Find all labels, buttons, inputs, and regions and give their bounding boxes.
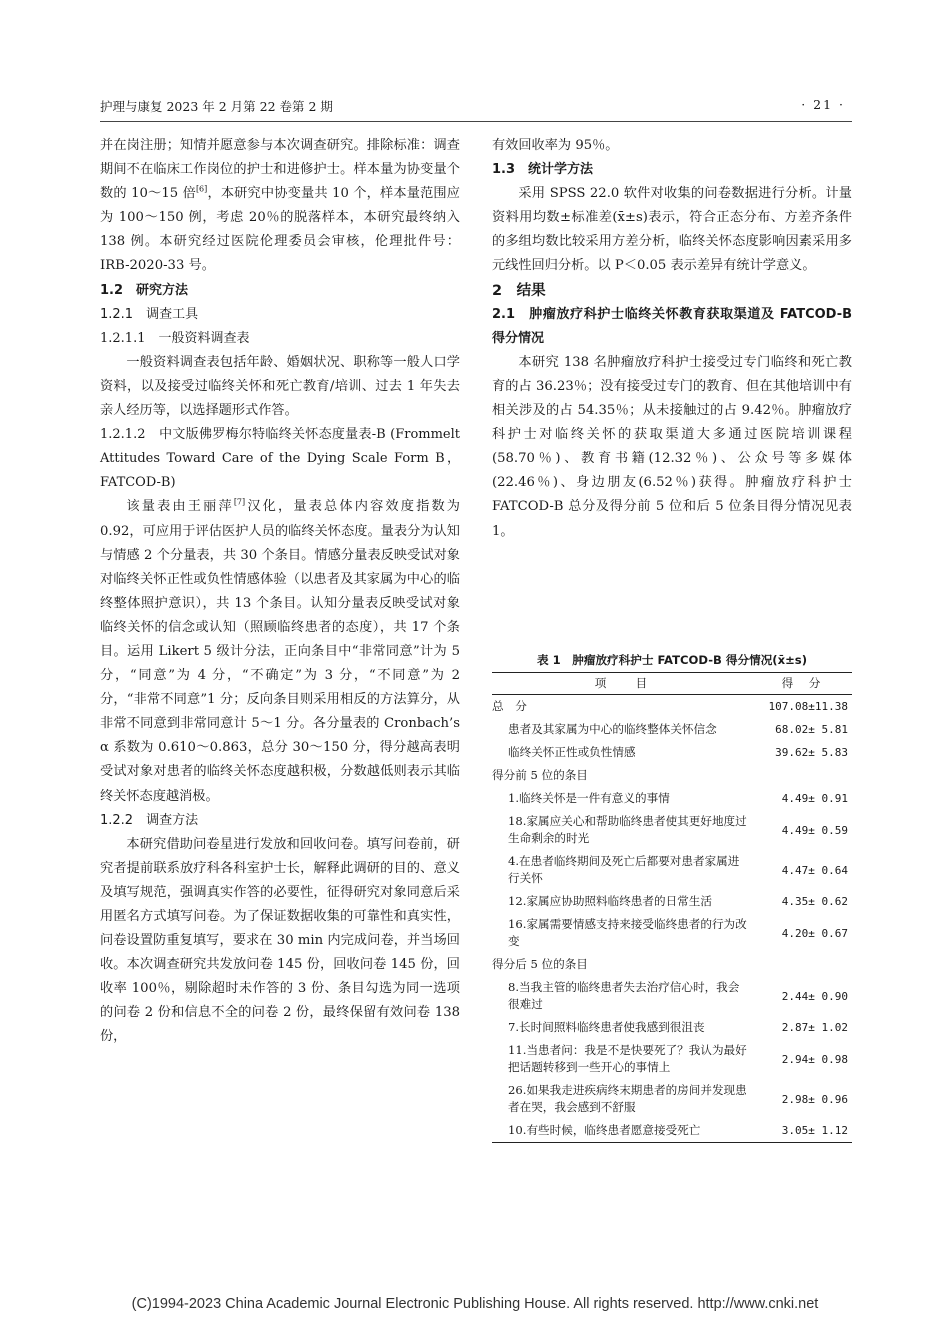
table-score-cell: 39.62± 5.83 [775, 746, 848, 759]
table-row [492, 718, 852, 741]
table-score-cell: 2.98± 0.96 [781, 1092, 848, 1106]
table-item-label: 8.当我主管的临终患者失去治疗信心时，我会很难过 [508, 980, 740, 1011]
table-row [492, 976, 852, 1016]
page-number: · 21 · [801, 97, 845, 112]
heading-1-2: 1.2 研究方法 [100, 282, 189, 298]
paragraph-results: 本研究 138 名肿瘤放疗科护士接受过专门临终和死亡教育的占 36.23％；没有接受过专门的教育、但在其他培训中有相关涉及的占 54.35％；从未接触过的占 9.42％。肿瘤放疗科护士对临终关怀的获取渠道大多通过医院培训课程(58.70％)、教育书籍(12.32％)、公众号等多媒体(22.46％)、身边朋友(6.52％)获得。肿瘤放疗科护士 FATCOD-B 总分及得分前 5 位和后 5 位条目得分情况见表 1。 [492, 354, 852, 539]
table-score-cell: 107.08±11.38 [768, 700, 848, 713]
table-row [492, 913, 852, 953]
heading-1-2-1-2: 1.2.1.2 中文版佛罗梅尔特临终关怀态度量表-B (Frommelt Attitudes Toward Care of the Dying Scale Form B，FATCOD-B) [100, 427, 460, 491]
paragraph-method: 本研究借助问卷星进行发放和回收问卷。填写问卷前，研究者提前联系放疗科各科室护士长，解释此调研的目的、意义及填写规范，强调真实作答的必要性，征得研究对象同意后采用匿名方式填写问卷。为了保证数据收集的可靠性和真实性，问卷设置防重复填写，要求在 30 min 内完成问卷，并当场回收。本次调查研究共发放问卷 145 份，回收问卷 145 份，回收率 100％，剔除超时未作答的 3 份、条目勾选为同一选项的问卷 2 份和信息不全的问卷 2 份，最终保留有效问卷 138 份， [100, 836, 460, 1045]
table-caption: 表 1 肿瘤放疗科护士 FATCOD-B 得分情况(x̄±s) [536, 653, 807, 667]
table-score-cell [752, 764, 852, 787]
paragraph-general-info: 一般资料调查表包括年龄、婚姻状况、职称等一般人口学资料，以及接受过临终关怀和死亡教育/培训、过去 1 年失去亲人经历等，以选择题形式作答。 [100, 354, 460, 419]
table-row [492, 810, 852, 850]
citation-7[interactable]: [7] [233, 498, 246, 508]
table-row [492, 890, 852, 913]
table-row [492, 953, 852, 976]
score-table [492, 672, 852, 1143]
heading-2: 2 结果 [492, 282, 546, 299]
heading-1-2-2: 1.2.2 调查方法 [100, 812, 199, 828]
table-row [492, 1039, 852, 1079]
table-score-cell: 4.49± 0.91 [781, 792, 848, 805]
table-row [492, 1016, 852, 1039]
heading-1-2-1-1: 1.2.1.1 一般资料调查表 [100, 330, 250, 346]
table-item-label: 1.临终关怀是一件有意义的事情 [508, 791, 670, 805]
table-score-cell: 3.05± 1.12 [752, 1119, 852, 1143]
paragraph-continued: 有效回收率为 95％。 [492, 138, 619, 153]
table-header-item: 项 目 [492, 673, 752, 695]
table-score-cell: 4.49± 0.59 [781, 823, 848, 837]
right-column [492, 134, 852, 544]
heading-2-1: 2.1 肿瘤放疗科护士临终关怀教育获取渠道及 FATCOD-B 得分情况 [492, 306, 852, 346]
table-score-cell: 2.87± 1.02 [781, 1021, 848, 1034]
table-item-label: 12.家属应协助照料临终患者的日常生活 [508, 894, 712, 908]
table-row [492, 764, 852, 787]
table-group-label: 得分后 5 位的条目 [492, 957, 588, 971]
journal-header: 护理与康复 2023 年 2 月第 22 卷第 2 期 [100, 99, 333, 114]
table-header-score: 得 分 [752, 673, 852, 695]
table-row [492, 1119, 852, 1143]
table-item-label: 10.有些时候，临终患者愿意接受死亡 [492, 1119, 752, 1143]
header-rule [100, 121, 852, 122]
table-row [492, 695, 852, 719]
heading-1-2-1: 1.2.1 调查工具 [100, 306, 199, 322]
table-score-cell [752, 953, 852, 976]
paragraph-scale: 该量表由王丽萍[7]汉化，量表总体内容效度指数为 0.92，可应用于评估医护人员的临终关怀态度。量表分为认知与情感 2 个分量表，共 30 个条目。情感分量表反映受试对象对临终关怀正性或负性情感体验（以患者及其家属为中心的临终整体照护意识），共 13 个条目。认知分量表反映受试对象临终关怀的信念或认知（照顾临终患者的态度），共 17 个条目。运用 Likert 5 级计分法，正向条目中“非常同意”计为 5 分，“同意”为 4 分，“不确定”为 3 分，“不同意”为 2 分，“非常不同意”1 分；反向条目则采用相反的方法算分，从非常不同意到非常同意计 5～1 分。各分量表的 Cronbach’s α 系数为 0.610～0.863，总分 30～150 分，得分越高表明受试对象对患者的临终关怀态度越积极，分数越低则表示其临终关怀态度越消极。 [100, 498, 460, 804]
table-item-label: 7.长时间照料临终患者使我感到很沮丧 [508, 1020, 705, 1034]
table-score-cell: 2.94± 0.98 [781, 1052, 848, 1066]
table-item-label: 26.如果我走进疾病终末期患者的房间并发现患者在哭，我会感到不舒服 [508, 1083, 747, 1114]
table-row [492, 850, 852, 890]
table-score-cell: 68.02± 5.81 [775, 723, 848, 736]
table-row [492, 1079, 852, 1119]
table-row [492, 787, 852, 810]
table-item-label: 16.家属需要情感支持来接受临终患者的行为改变 [508, 917, 747, 948]
table-item-label: 临终关怀正性或负性情感 [508, 745, 636, 759]
citation-6[interactable]: [6] [195, 184, 208, 194]
left-column [100, 134, 460, 1050]
table-item-label: 患者及其家属为中心的临终整体关怀信念 [508, 722, 717, 736]
table-item-label: 18.家属应关心和帮助临终患者使其更好地度过生命剩余的时光 [508, 814, 747, 845]
copyright-footer: (C)1994-2023 China Academic Journal Electronic Publishing House. All rights reserved. http://www.cnki.net [131, 1296, 819, 1312]
table-group-label: 得分前 5 位的条目 [492, 768, 588, 782]
table-row [492, 741, 852, 764]
table-score-cell: 4.35± 0.62 [781, 895, 848, 908]
table-score-cell: 4.20± 0.67 [781, 926, 848, 940]
table-item-label: 4.在患者临终期间及死亡后都要对患者家属进行关怀 [508, 854, 740, 885]
paragraph-inclusion: 并在岗注册；知情并愿意参与本次调查研究。排除标准：调查期间不在临床工作岗位的护士和进修护士。样本量为协变量个数的 10～15 倍[6]，本研究中协变量共 10 个，样本量范围应为 100～150 例，考虑 20％的脱落样本，本研究最终纳入 138 例。本研究经过医院伦理委员会审核，伦理批件号：IRB-2020-33 号。 [100, 138, 460, 274]
table-score-cell: 4.47± 0.64 [781, 863, 848, 877]
table-item-label: 11.当患者问：我是不是快要死了？我认为最好把话题转移到一些开心的事情上 [508, 1043, 747, 1074]
heading-1-3: 1.3 统计学方法 [492, 162, 594, 178]
paragraph-stats: 采用 SPSS 22.0 软件对收集的问卷数据进行分析。计量资料用均数±标准差(x̄±s)表示，符合正态分布、方差齐条件的多组均数比较采用方差分析，临终关怀态度影响因素采用多元线性回归分析。以 P＜0.05 表示差异有统计学意义。 [492, 186, 852, 274]
table-group-label: 总 分 [492, 699, 527, 713]
table-score-cell: 2.44± 0.90 [781, 989, 848, 1003]
